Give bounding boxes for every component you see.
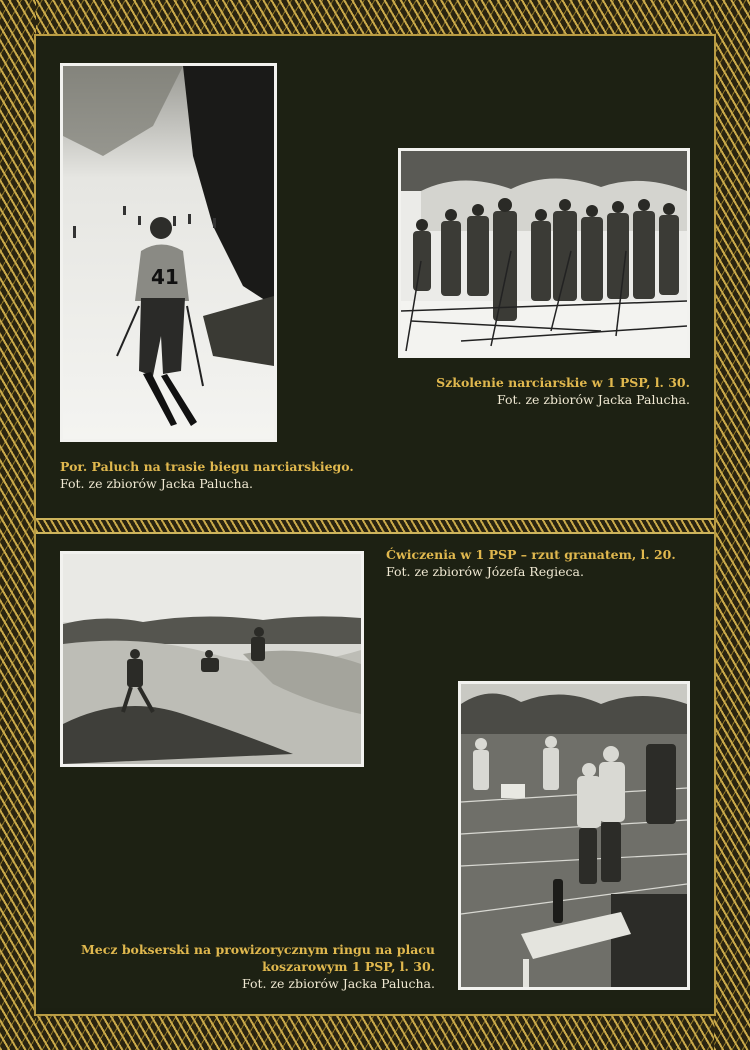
boxing-image — [461, 684, 687, 987]
caption-ski-race — [60, 458, 380, 492]
ornamental-border-bottom — [0, 1014, 750, 1050]
photo-boxing — [458, 681, 690, 990]
caption-ski-race-credit: Fot. ze zbiorów Jacka Palucha. — [60, 476, 254, 491]
grenade-image — [63, 554, 361, 764]
caption-boxing-credit: Fot. ze zbiorów Jacka Palucha. — [241, 976, 435, 991]
bib-number: 41 — [151, 265, 179, 289]
ornamental-divider — [36, 518, 714, 534]
caption-ski-training-title: Szkolenie narciarskie w 1 PSP, l. 30. — [436, 375, 690, 390]
caption-ski-race-title: Por. Paluch na trasie biegu narciarskiego. — [60, 459, 354, 474]
caption-ski-training-credit: Fot. ze zbiorów Jacka Palucha. — [496, 392, 690, 407]
photo-ski-race — [60, 63, 277, 442]
ornamental-border-left — [0, 0, 36, 1050]
caption-boxing-title-line2: koszarowym 1 PSP, l. 30. — [262, 959, 435, 974]
caption-grenade — [386, 546, 696, 580]
ornamental-border-right — [714, 0, 750, 1050]
caption-boxing-title-line1: Mecz bokserski na prowizorycznym ringu na placu — [80, 942, 435, 957]
ski-race-image — [63, 66, 274, 439]
ski-training-image — [401, 151, 687, 355]
caption-grenade-credit: Fot. ze zbiorów Józefa Regieca. — [386, 564, 584, 579]
photo-ski-training — [398, 148, 690, 358]
caption-grenade-title: Ćwiczenia w 1 PSP – rzut granatem, l. 20. — [386, 547, 676, 562]
caption-boxing — [60, 941, 435, 992]
ornamental-border-top — [0, 0, 750, 36]
photo-grenade — [60, 551, 364, 767]
caption-ski-training — [390, 374, 690, 408]
